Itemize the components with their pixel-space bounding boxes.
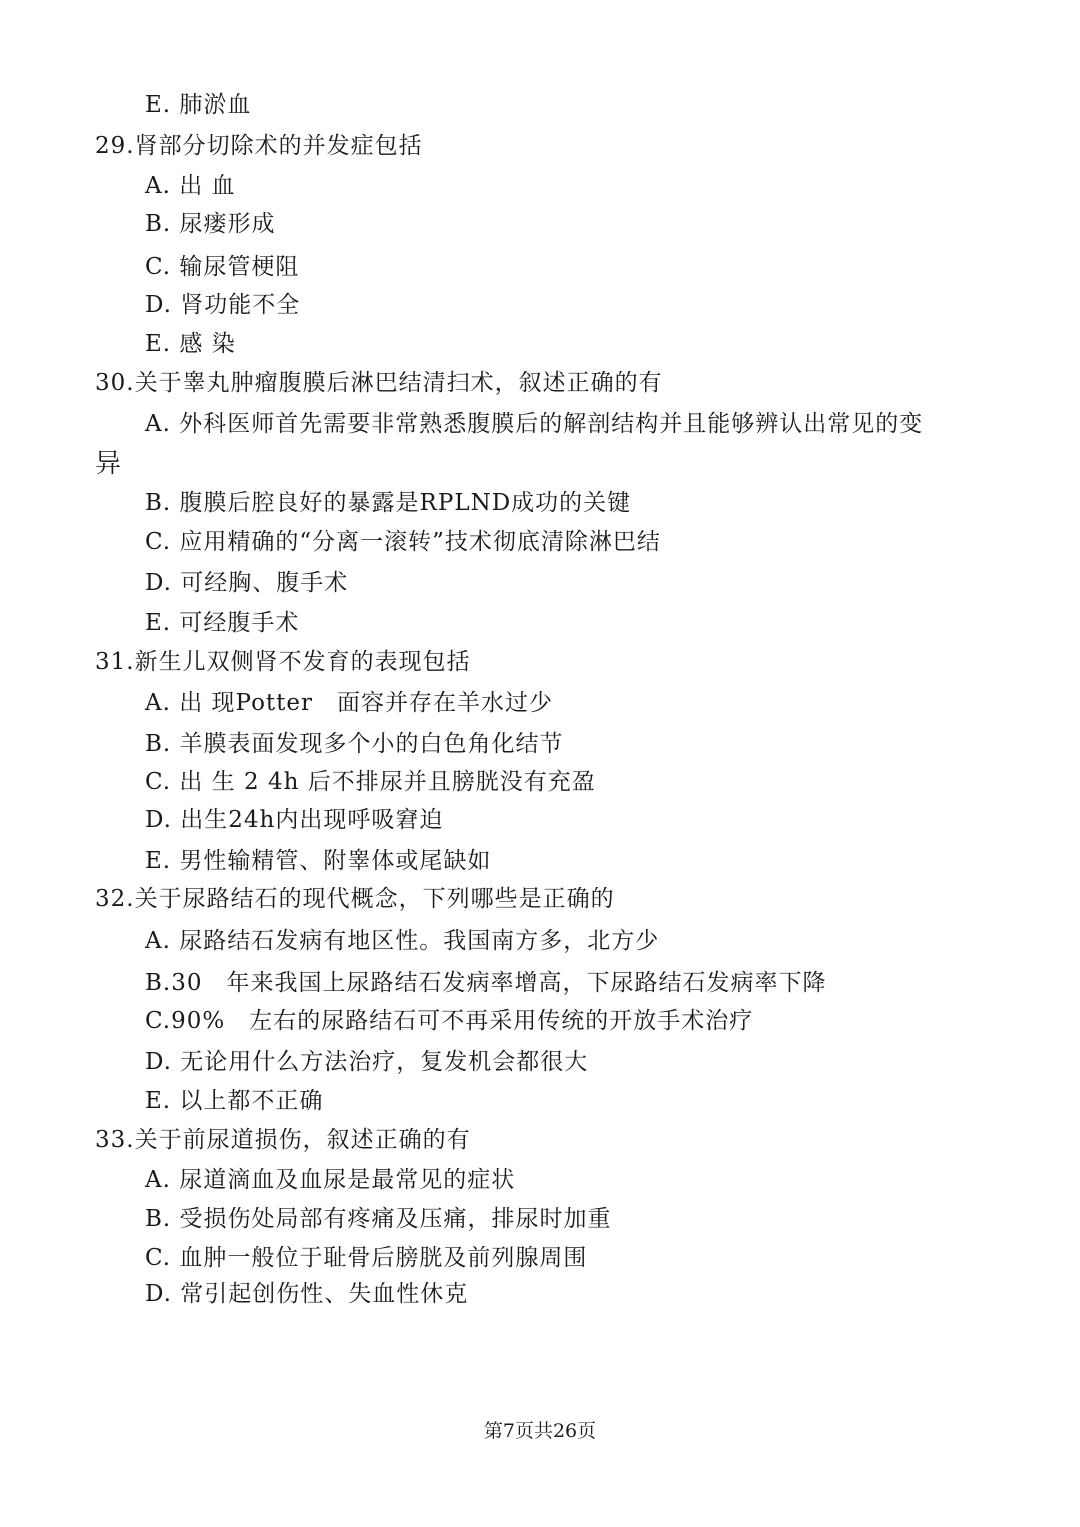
question-31: 31.新生儿双侧肾不发育的表现包括 <box>95 649 471 675</box>
question-32: 32.关于尿路结石的现代概念，下列哪些是正确的 <box>95 886 615 912</box>
option-29-e: E. 感 染 <box>145 331 236 357</box>
option-30-a-continuation: 异 <box>95 449 123 479</box>
question-33: 33.关于前尿道损伤，叙述正确的有 <box>95 1127 471 1153</box>
page-number-footer: 第7页共26页 <box>483 1420 597 1442</box>
option-32-c: C.90% 左右的尿路结石可不再采用传统的开放手术治疗 <box>145 1008 754 1034</box>
option-32-b: B.30 年来我国上尿路结石发病率增高，下尿路结石发病率下降 <box>145 970 827 996</box>
option-28-e: E. 肺淤血 <box>145 92 252 118</box>
option-30-a: A. 外科医师首先需要非常熟悉腹膜后的解剖结构并且能够辨认出常见的变 <box>145 411 924 437</box>
option-33-b: B. 受损伤处局部有疼痛及压痛，排尿时加重 <box>145 1206 612 1232</box>
option-33-a: A. 尿道滴血及血尿是最常见的症状 <box>145 1167 516 1193</box>
option-29-a: A. 出 血 <box>145 173 236 199</box>
option-33-d: D. 常引起创伤性、失血性休克 <box>145 1281 469 1307</box>
option-29-d: D. 肾功能不全 <box>145 292 301 318</box>
option-32-a: A. 尿路结石发病有地区性。我国南方多，北方少 <box>145 928 660 954</box>
option-32-e: E. 以上都不正确 <box>145 1088 324 1114</box>
option-31-d: D. 出生24h内出现呼吸窘迫 <box>145 807 444 833</box>
option-30-e: E. 可经腹手术 <box>145 610 300 636</box>
question-29: 29.肾部分切除术的并发症包括 <box>95 133 423 159</box>
option-29-b: B. 尿瘘形成 <box>145 211 276 237</box>
option-33-c: C. 血肿一般位于耻骨后膀胱及前列腺周围 <box>145 1245 588 1271</box>
question-30: 30.关于睾丸肿瘤腹膜后淋巴结清扫术，叙述正确的有 <box>95 370 663 396</box>
option-29-c: C. 输尿管梗阻 <box>145 254 300 280</box>
option-30-d: D. 可经胸、腹手术 <box>145 570 349 596</box>
option-32-d: D. 无论用什么方法治疗，复发机会都很大 <box>145 1049 589 1075</box>
option-31-e: E. 男性输精管、附睾体或尾缺如 <box>145 848 492 874</box>
option-31-c: C. 出 生 2 4h 后不排尿并且膀胱没有充盈 <box>145 769 596 795</box>
option-30-c: C. 应用精确的“分离一滚转”技术彻底清除淋巴结 <box>145 529 661 555</box>
option-31-a: A. 出 现Potter 面容并存在羊水过少 <box>145 690 554 716</box>
option-30-b: B. 腹膜后腔良好的暴露是RPLND成功的关键 <box>145 490 632 516</box>
option-31-b: B. 羊膜表面发现多个小的白色角化结节 <box>145 731 564 757</box>
